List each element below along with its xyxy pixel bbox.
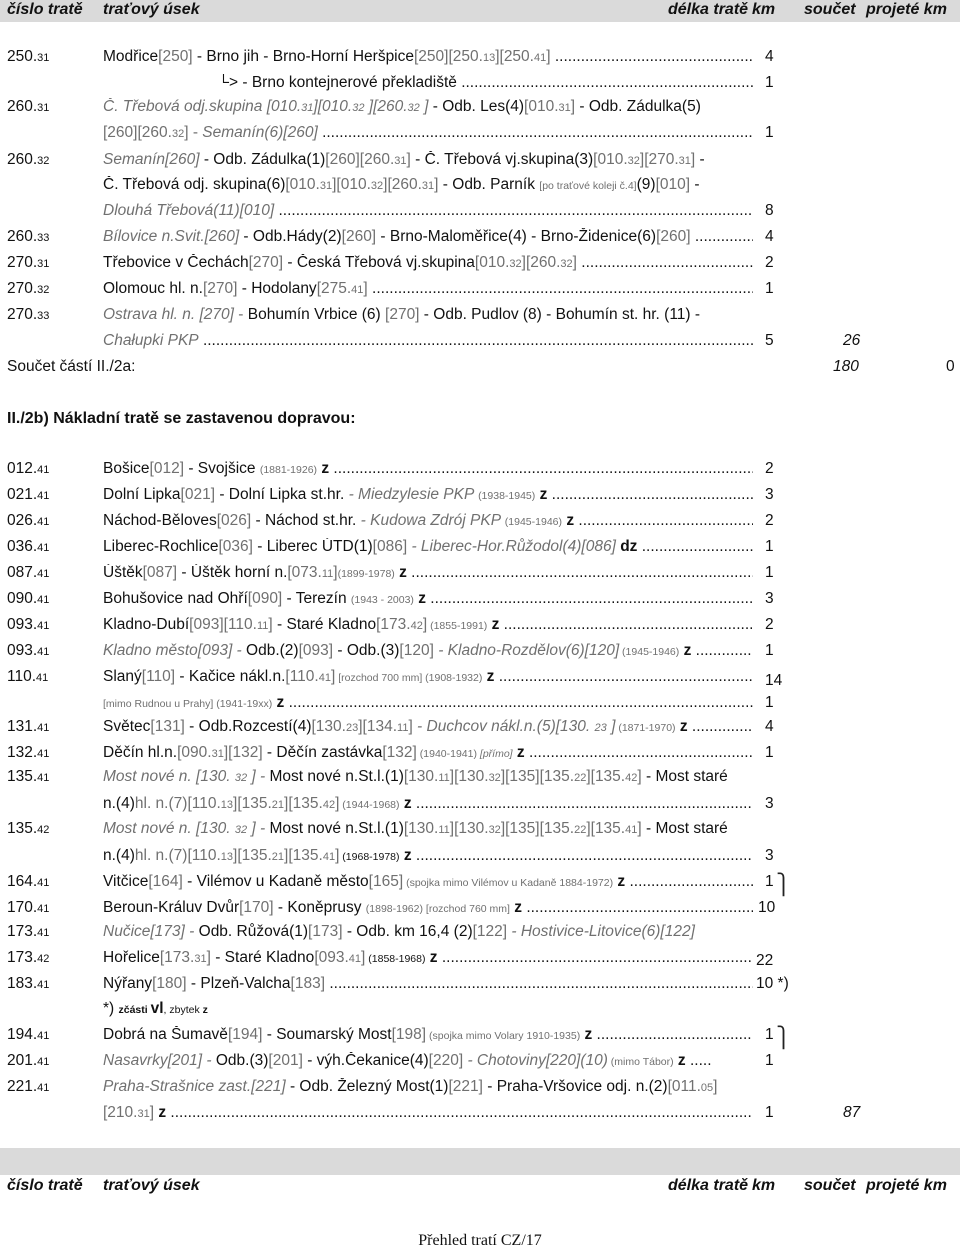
length-value: 2 bbox=[765, 254, 774, 271]
table-header-top bbox=[0, 1, 960, 23]
table-row bbox=[0, 1104, 960, 1128]
table-row bbox=[0, 923, 960, 947]
line-number: 132.41 bbox=[7, 744, 50, 761]
line-number: 270.31 bbox=[7, 254, 50, 271]
line-number: 270.32 bbox=[7, 280, 50, 297]
line-number: 201.41 bbox=[7, 1052, 50, 1069]
col-sum-header: součet bbox=[804, 1, 856, 18]
length-value: 4 bbox=[765, 718, 774, 735]
line-number: 093.41 bbox=[7, 642, 50, 659]
col-driven-header: projeté km bbox=[866, 1177, 947, 1194]
section-text: Světec[131] - Odb.Rozcestí(4)[130.23][134.11] - Duchcov nákl.n.(5)[130. 23 ] (1871-1970) z ..... bbox=[103, 718, 753, 736]
section-text: Děčín hl.n.[090.31][132] - Děčín zastávka[132] (1940-1941) [přímo] z ..... bbox=[103, 744, 753, 762]
table-row bbox=[0, 538, 960, 562]
length-value: 1 bbox=[765, 124, 774, 141]
length-value: 1 bbox=[765, 873, 774, 890]
section-text: [210.31] z ..... bbox=[103, 1104, 753, 1122]
table-row bbox=[0, 280, 960, 304]
length-value: 2 bbox=[765, 616, 774, 633]
section-text: Úštěk[087] - Úštěk horní n.[073.11](1899-1978) z ..... bbox=[103, 564, 753, 582]
section-text: Dolní Lipka[021] - Dolní Lipka st.hr. - Miedzylesie PKP (1938-1945) z ..... bbox=[103, 486, 753, 504]
running-sum: 87 bbox=[843, 1104, 861, 1121]
line-number: 260.31 bbox=[7, 98, 50, 115]
table-row bbox=[0, 744, 960, 768]
running-sum: 26 bbox=[843, 332, 861, 349]
table-row bbox=[0, 486, 960, 510]
section-text: Olomouc hl. n.[270] - Hodolany[275.41] ..... bbox=[103, 280, 753, 298]
line-number: 250.31 bbox=[7, 48, 50, 65]
line-number: 093.41 bbox=[7, 616, 50, 633]
line-number: 173.42 bbox=[7, 949, 50, 966]
table-row bbox=[0, 460, 960, 484]
line-number: 260.33 bbox=[7, 228, 50, 245]
table-row bbox=[0, 949, 960, 973]
table-row bbox=[0, 1026, 960, 1050]
length-value: 14 bbox=[765, 672, 783, 689]
table-row bbox=[0, 899, 960, 923]
col-sum-header: součet bbox=[804, 1177, 856, 1194]
section-text: Nasavrky[201] - Odb.(3)[201] - výh.Čekanice(4)[220] - Chotoviny[220](10) (mimo Tábor) z ..... bbox=[103, 1052, 712, 1069]
section-text: Vitčice[164] - Vilémov u Kadaně město[165] (spojka mimo Vilémov u Kadaně 1884-1972) z ..... bbox=[103, 873, 753, 891]
table-row bbox=[0, 975, 960, 999]
section-text: Č. Třebová odj.skupina [010.31][010.32 ][260.32 ] - Odb. Les(4)[010.31] - Odb. Zádulka(5) bbox=[103, 98, 701, 115]
table-row bbox=[0, 590, 960, 614]
subtotal-label: Součet částí II./2a: bbox=[7, 358, 136, 375]
col-section-header: traťový úsek bbox=[103, 1, 200, 18]
table-row bbox=[0, 48, 960, 72]
table-row bbox=[0, 564, 960, 588]
length-value: 10 *) bbox=[756, 975, 789, 992]
length-value: 1 bbox=[765, 280, 774, 297]
subtotal-sum: 180 bbox=[833, 358, 859, 375]
table-row bbox=[0, 694, 960, 718]
col-length-header: délka tratě bbox=[668, 1, 749, 18]
table-row bbox=[0, 228, 960, 252]
section-text: Nučice[173] - Odb. Růžová(1)[173] - Odb. km 16,4 (2)[122] - Hostivice-Litovice(6)[122] bbox=[103, 923, 695, 940]
table-row bbox=[0, 616, 960, 640]
footnote-text: *) zčásti vl, zbytek z bbox=[103, 1000, 208, 1017]
section-text: Dobrá na Šumavě[194] - Soumarský Most[198] (spojka mimo Volary 1910-1935) z ..... bbox=[103, 1026, 753, 1044]
section-text: Č. Třebová odj. skupina(6)[010.31][010.32][260.31] - Odb. Parník [po traťové koleji č.4](9)[010] - bbox=[103, 176, 700, 193]
line-number: 090.41 bbox=[7, 590, 50, 607]
section-text: Most nové n. [130. 32 ] - Most nové n.St.l.(1)[130.11][130.32][135][135.22][135.41] - Most staré bbox=[103, 820, 728, 837]
section-text: Dlouhá Třebová(11)[010] ..... bbox=[103, 202, 753, 220]
col-number-header: číslo tratě bbox=[7, 1, 83, 18]
length-value: 1 bbox=[765, 642, 774, 659]
length-value: 3 bbox=[765, 847, 774, 864]
length-value: 3 bbox=[765, 486, 774, 503]
length-value: 3 bbox=[765, 795, 774, 812]
table-row bbox=[0, 873, 960, 897]
section-text: Nýřany[180] - Plzeň-Valcha[183] ..... bbox=[103, 975, 753, 993]
length-value: 3 bbox=[765, 590, 774, 607]
section-text: └> - Brno kontejnerové překladiště ..... bbox=[103, 74, 753, 92]
line-number: 260.32 bbox=[7, 151, 50, 168]
col-length-header: délka tratě bbox=[668, 1177, 749, 1194]
section-text: Modřice[250] - Brno jih - Brno-Horní Heršpice[250][250.13][250.41] ..... bbox=[103, 48, 753, 66]
section-text: Bohušovice nad Ohří[090] - Terezín (1943 - 2003) z ..... bbox=[103, 590, 753, 608]
section-text: Náchod-Běloves[026] - Náchod st.hr. - Kudowa Zdrój PKP (1945-1946) z ..... bbox=[103, 512, 753, 530]
length-value: 1 bbox=[765, 1026, 774, 1043]
col-number-header: číslo tratě bbox=[7, 1177, 83, 1194]
table-row bbox=[0, 1078, 960, 1102]
section-text: Bošice[012] - Svojšice (1881-1926) z ..... bbox=[103, 460, 753, 478]
line-number: 173.41 bbox=[7, 923, 50, 940]
table-row bbox=[0, 124, 960, 148]
length-value: 2 bbox=[765, 512, 774, 529]
section-text: Semanín[260] - Odb. Zádulka(1)[260][260.31] - Č. Třebová vj.skupina(3)[010.32][270.31] - bbox=[103, 151, 705, 168]
table-row bbox=[0, 642, 960, 666]
section-text: Bílovice n.Svit.[260] - Odb.Hády(2)[260] - Brno-Maloměřice(4) - Brno-Židenice(6)[260] ..... bbox=[103, 228, 753, 246]
col-section-header: traťový úsek bbox=[103, 1177, 200, 1194]
section-text: Chałupki PKP ..... bbox=[103, 332, 753, 350]
line-number: 036.41 bbox=[7, 538, 50, 555]
section-text: Praha-Strašnice zast.[221] - Odb. Železný Most(1)[221] - Praha-Vršovice odj. n.(2)[011.05] bbox=[103, 1078, 718, 1095]
length-value: 22 bbox=[756, 952, 774, 969]
length-value: 1 bbox=[765, 564, 774, 581]
length-value: 1 bbox=[765, 1052, 774, 1069]
length-value: 8 bbox=[765, 202, 774, 219]
line-number: 135.42 bbox=[7, 820, 50, 837]
table-row bbox=[0, 202, 960, 226]
length-value: 2 bbox=[765, 460, 774, 477]
length-value: 1 bbox=[765, 538, 774, 555]
table-row bbox=[0, 151, 960, 175]
table-row bbox=[0, 74, 960, 98]
length-value: 4 bbox=[765, 48, 774, 65]
section-text: n.(4)hl. n.(7)[110.13][135.21][135.41] (1968-1978) z ..... bbox=[103, 847, 753, 865]
section-text: Liberec-Rochlice[036] - Liberec ÚTD(1)[086] - Liberec-Hor.Růžodol(4)[086] dz ..... bbox=[103, 538, 753, 556]
table-row bbox=[0, 176, 960, 200]
line-number: 026.41 bbox=[7, 512, 50, 529]
length-value: 1 bbox=[765, 694, 774, 711]
table-row bbox=[0, 306, 960, 330]
page-footer: Přehled tratí CZ/17 bbox=[418, 1232, 542, 1249]
col-driven-header: projeté km bbox=[866, 1, 947, 18]
line-number: 164.41 bbox=[7, 873, 50, 890]
table-row bbox=[0, 768, 960, 792]
line-number: 183.41 bbox=[7, 975, 50, 992]
subtotal-driven: 0 bbox=[946, 358, 955, 375]
table-row bbox=[0, 1052, 960, 1076]
table-row bbox=[0, 512, 960, 536]
table-row bbox=[0, 254, 960, 278]
table-row bbox=[0, 332, 960, 356]
section-text: Hořelice[173.31] - Staré Kladno[093.41] (1858-1968) z ..... bbox=[103, 949, 753, 967]
section-text: Třebovice v Čechách[270] - Česká Třebová vj.skupina[010.32][260.32] ..... bbox=[103, 254, 753, 272]
line-number: 012.41 bbox=[7, 460, 50, 477]
line-number: 270.33 bbox=[7, 306, 50, 323]
section-heading: II./2b) Nákladní tratě se zastavenou dopravou: bbox=[7, 410, 356, 427]
brace-mark: ⎫ bbox=[776, 1027, 791, 1049]
table-row bbox=[0, 847, 960, 871]
table-row bbox=[0, 98, 960, 122]
table-row bbox=[0, 718, 960, 742]
section-text: [260][260.32] - Semanín(6)[260] ..... bbox=[103, 124, 753, 142]
length-value: 1 bbox=[765, 744, 774, 761]
table-row bbox=[0, 820, 960, 844]
col-length-unit: km bbox=[752, 1, 776, 18]
section-text: Beroun-Králuv Dvůr[170] - Koněprusy (1898-1962) [rozchod 760 mm] z ..... bbox=[103, 899, 753, 917]
line-number: 110.41 bbox=[7, 668, 49, 685]
brace-mark: ⎫ bbox=[776, 874, 791, 896]
header-band-bottom bbox=[0, 1148, 960, 1175]
subtotal-row bbox=[0, 358, 960, 382]
table-row bbox=[0, 1000, 960, 1024]
section-text: Kladno-Dubí[093][110.11] - Staré Kladno[173.42] (1855-1991) z ..... bbox=[103, 616, 753, 634]
section-text: Kladno město[093] - Odb.(2)[093] - Odb.(3)[120] - Kladno-Rozdělov(6)[120] (1945-1946) z ..... bbox=[103, 642, 753, 660]
length-value: 4 bbox=[765, 228, 774, 245]
length-value: 1 bbox=[765, 1104, 774, 1121]
line-number: 221.41 bbox=[7, 1078, 50, 1095]
line-number: 131.41 bbox=[7, 718, 50, 735]
col-length-unit: km bbox=[752, 1177, 776, 1194]
table-row bbox=[0, 668, 960, 692]
section-text: Slaný[110] - Kačice nákl.n.[110.41] [rozchod 700 mm] (1908-1932) z ..... bbox=[103, 668, 753, 686]
table-header-bottom bbox=[0, 1177, 960, 1199]
table-row bbox=[0, 795, 960, 819]
length-value: 10 bbox=[758, 899, 776, 916]
section-text: [mimo Rudnou u Prahy] (1941-19xx) z ..... bbox=[103, 694, 753, 712]
section-text: Most nové n. [130. 32 ] - Most nové n.St.l.(1)[130.11][130.32][135][135.22][135.42] - Most staré bbox=[103, 768, 728, 785]
line-number: 135.41 bbox=[7, 768, 50, 785]
line-number: 087.41 bbox=[7, 564, 50, 581]
length-value: 1 bbox=[765, 74, 774, 91]
section-text: n.(4)hl. n.(7)[110.13][135.21][135.42] (1944-1968) z ..... bbox=[103, 795, 753, 813]
section-text: Ostrava hl. n. [270] - Bohumín Vrbice (6) [270] - Odb. Pudlov (8) - Bohumín st. hr. (11) - bbox=[103, 306, 701, 323]
line-number: 021.41 bbox=[7, 486, 50, 503]
line-number: 194.41 bbox=[7, 1026, 50, 1043]
length-value: 5 bbox=[765, 332, 774, 349]
line-number: 170.41 bbox=[7, 899, 50, 916]
